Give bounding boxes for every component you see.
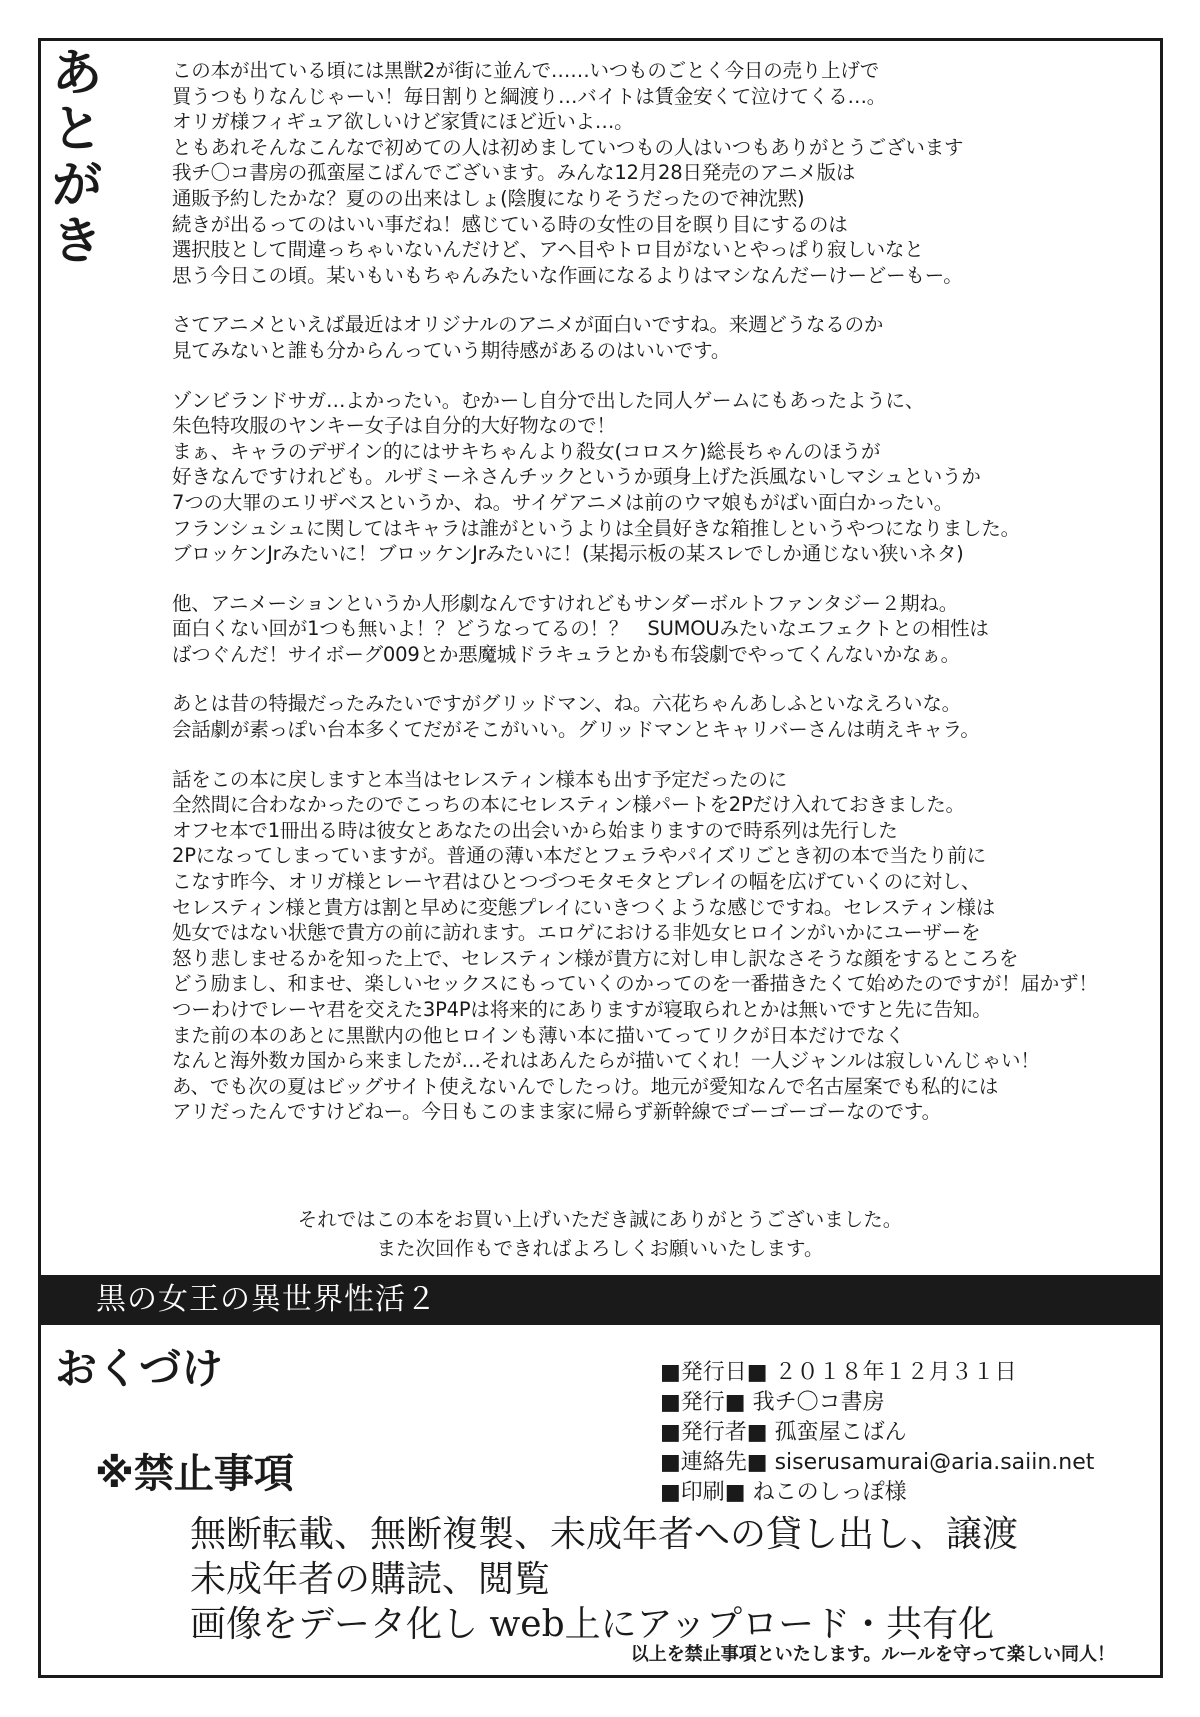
text-line: 他、アニメーションというか人形劇なんですけれどもサンダーボルトファンタジー２期ね。 <box>172 591 959 615</box>
text-line: 全然間に合わなかったのでこっちの本にセレスティン様パートを2Pだけ入れておきました。 <box>172 793 965 817</box>
closing-line: それではこの本をお買い上げいただき誠にありがとうございました。 <box>297 1208 903 1231</box>
text-line: 朱色特攻服のヤンキー女子は自分的大好物なので！ <box>172 414 616 438</box>
publisher: ■発行■ 我チ〇コ書房 <box>660 1390 885 1415</box>
colophon-heading: おくづけ <box>55 1344 224 1393</box>
afterword-paragraph <box>172 591 1132 668</box>
colophon-info <box>660 1358 1094 1508</box>
text-line: オリガ様フィギュア欲しいけど家賃にほど近いよ…。 <box>172 110 634 134</box>
book-title: 黒の女王の異世界性活２ <box>96 1282 437 1317</box>
prohibitions-list <box>190 1512 1018 1647</box>
prohibition-item: 画像をデータ化し web上にアップロード・共有化 <box>190 1604 995 1645</box>
text-line: 買うつもりなんじゃーい！毎日割りと綱渡り…バイトは賃金安くて泣けてくる…。 <box>172 84 887 108</box>
text-line: あとは昔の特撮だったみたいですがグリッドマン、ね。六花ちゃんあしふといなえろいな。 <box>172 692 961 716</box>
text-line: さてアニメといえば最近はオリジナルのアニメが面白いですね。来週どうなるのか <box>172 313 884 337</box>
text-line: アリだったんですけどねー。今日もこのまま家に帰らず新幹線でゴーゴーゴーなのです。 <box>172 1100 941 1124</box>
text-line: ばつぐんだ！サイボーグ009とか悪魔城ドラキュラとかも布袋劇でやってくんないかなぁ。 <box>172 642 960 666</box>
text-line: 好きなんですけれども。ルザミーネさんチックというか頭身上げた浜風ないしマシュというか <box>172 465 981 489</box>
text-line: どう励まし、和ませ、楽しいセックスにもっていくのかってのを一番描きたくて始めたのですが！届かず！ <box>172 972 1098 996</box>
text-line: 処女ではない状態で貴方の前に訪れます。エロゲにおける非処女ヒロインがいかにユーザーを <box>172 921 981 945</box>
text-line: 我チ〇コ書房の孤蛮屋こばんでございます。みんな12月28日発売のアニメ版は <box>172 161 856 185</box>
text-line: 思う今日この頃。某いもいもちゃんみたいな作画になるよりはマシなんだーけーどーもー。 <box>172 263 963 287</box>
afterword-paragraph <box>172 58 1132 288</box>
prohibitions-heading: ※禁止事項 <box>95 1451 294 1497</box>
text-line: なんと海外数カ国から来ましたが…それはあんたらが描いてくれ！一人ジャンルは寂しいんじゃい！ <box>172 1049 1040 1073</box>
prohibition-item: 無断転載、無断複製、未成年者への貸し出し、譲渡 <box>190 1514 1019 1555</box>
text-line: つーわけでレーヤ君を交えた3P4Pは将来的にありますが寝取られとかは無いですと先に告知。 <box>172 998 992 1021</box>
text-line: フランシュシュに関してはキャラは誰がというよりは全員好きな箱推しというやつになりました。 <box>172 516 1020 540</box>
prohibitions-note: 以上を禁止事項といたします。ルールを守って楽しい同人！ <box>630 1644 1115 1665</box>
printer: ■印刷■ ねこのしっぽ様 <box>660 1480 907 1505</box>
contact: ■連絡先■ siserusamurai@aria.saiin.net <box>660 1450 1095 1475</box>
afterword-heading-char: が <box>52 156 102 214</box>
text-line: オフセ本で1冊出る時は彼女とあなたの出会いから始まりますので時系列は先行した <box>172 818 898 842</box>
text-line: 2Pになってしまっていますが。普通の薄い本だとフェラやパイズリごとき初の本で当たり前に <box>172 844 986 868</box>
afterword-heading <box>50 45 104 269</box>
afterword-paragraph <box>172 767 1132 1125</box>
text-line: 7つの大罪のエリザベスというか、ね。サイゲアニメは前のウマ娘もがばい面白かったい。 <box>172 490 954 514</box>
prohibition-item: 未成年者の購読、閲覧 <box>190 1559 551 1600</box>
text-line: セレスティン様と貴方は割と早めに変態プレイにいきつくような感じですね。セレスティン様は <box>172 895 996 919</box>
afterword-heading-char: と <box>52 100 102 158</box>
author: ■発行者■ 孤蛮屋こばん <box>660 1420 907 1445</box>
text-line: また前の本のあとに黒獣内の他ヒロインも薄い本に描いてってリクが日本だけでなく <box>172 1023 905 1047</box>
afterword-paragraph <box>172 691 1132 742</box>
book-title-band <box>38 1275 1163 1325</box>
text-line: こなす昨今、オリガ様とレーヤ君はひとつづつモタモタとプレイの幅を広げていくのに対し、 <box>172 870 981 894</box>
text-line: ゾンビランドサガ…よかったい。むかーし自分で出した同人ゲームにもあったように、 <box>172 388 925 412</box>
text-line: 続きが出るってのはいい事だね！感じている時の女性の目を瞑り目にするのは <box>172 212 848 236</box>
publish-date: ■発行日■ ２０１８年１２月３１日 <box>660 1360 1017 1385</box>
afterword-paragraph <box>172 388 1132 567</box>
text-line: この本が出ている頃には黒獣2が街に並んで……いつものごとく今日の売り上げで <box>172 59 880 82</box>
text-line: 選択肢として間違っちゃいないんだけど、アヘ目やトロ目がないとやっぱり寂しいなと <box>172 238 924 262</box>
text-line: ともあれそんなこんなで初めての人は初めましていつもの人はいつもありがとうございます <box>172 135 964 159</box>
closing-message <box>0 1205 1200 1263</box>
text-line: 怒り悲しませるかを知った上で、セレスティン様が貴方に対し申し訳なさそうな顔をするところを <box>172 946 1019 970</box>
text-line: ブロッケンJrみたいに！ブロッケンJrみたいに！(某掲示板の某スレでしか通じない狭いネタ) <box>172 542 964 566</box>
afterword-body <box>172 58 1132 1149</box>
text-line: 話をこの本に戻しますと本当はセレスティン様本も出す予定だったのに <box>172 767 788 791</box>
closing-line: また次回作もできればよろしくお願いいたします。 <box>376 1237 824 1260</box>
text-line: まぁ、キャラのデザイン的にはサキちゃんより殺女(コロスケ)総長ちゃんのほうが <box>172 439 881 463</box>
afterword-heading-char: あ <box>52 44 102 102</box>
text-line: 会話劇が素っぽい台本多くてだがそこがいい。グリッドマンとキャリバーさんは萌えキャラ。 <box>172 718 980 742</box>
afterword-paragraph <box>172 312 1132 363</box>
text-line: あ、でも次の夏はビッグサイト使えないんでしたっけ。地元が愛知なんで名古屋案でも私的には <box>172 1074 999 1098</box>
afterword-heading-char: き <box>52 212 102 270</box>
text-line: 通販予約したかな？夏のの出来はしょ(陰腹になりそうだったので神沈黙) <box>172 186 805 210</box>
text-line: 見てみないと誰も分からんっていう期待感があるのはいいです。 <box>172 338 731 362</box>
text-line: 面白くない回が1つも無いよ！？どうなってるの！？ SUMOUみたいなエフェクトとの相性は <box>172 617 989 641</box>
